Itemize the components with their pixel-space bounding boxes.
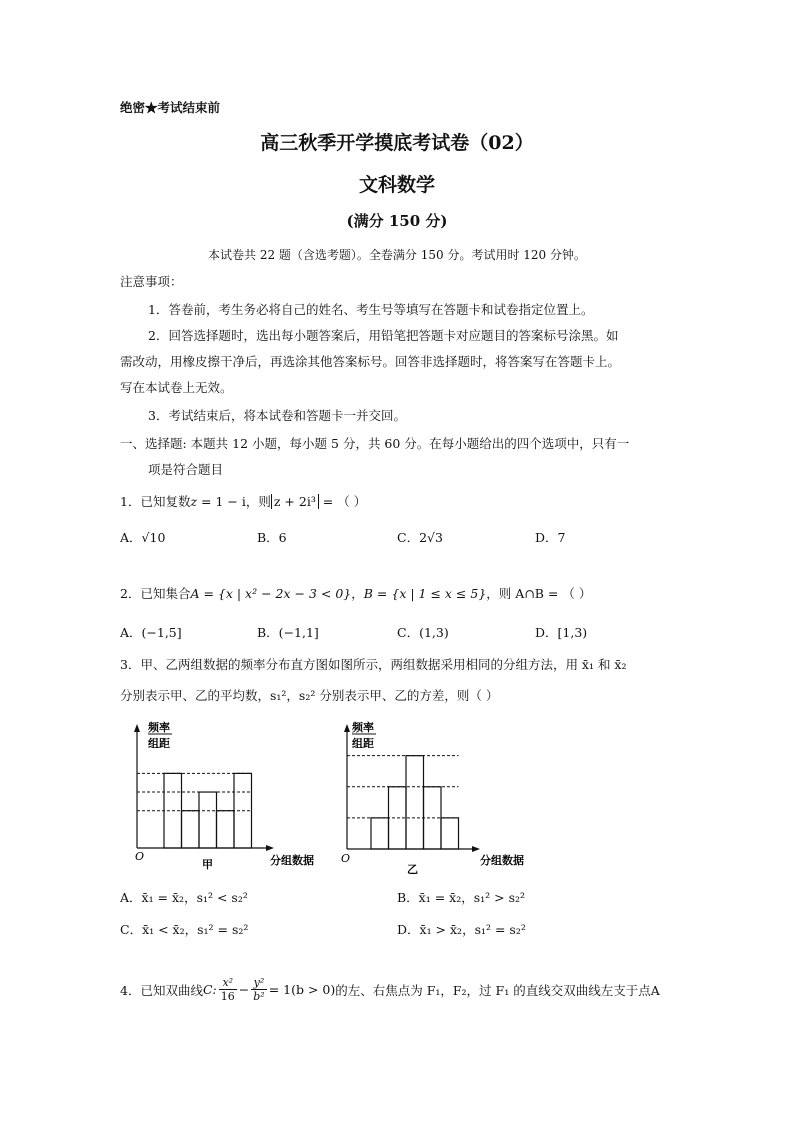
- hist-b-y-arrow: [344, 724, 350, 732]
- hist-a-bar-3: [199, 792, 217, 848]
- hist-b-x-arrow: [472, 846, 480, 852]
- q4-denominator-1: 16: [220, 990, 235, 1003]
- section-heading: 一、选择题: 本题共 12 小题，每小题 5 分，共 60 分。在每小题给出的四个选项中，只有一: [120, 436, 630, 451]
- q1-variable: z: [190, 494, 198, 509]
- hist-a-ylabel-bottom: 组距: [148, 737, 170, 750]
- hist-a-ylabel-top: 频率: [148, 721, 170, 734]
- hist-a-x-arrow: [266, 845, 274, 851]
- confidential-label: 绝密★考试结束前: [120, 100, 221, 115]
- q2-set-a: A = {x | x² − 2x − 3 < 0}: [190, 586, 352, 601]
- notes-heading: 注意事项：: [120, 274, 183, 289]
- q3-option-a: A．x̄₁ = x̄₂，s₁² < s₂²: [120, 890, 248, 905]
- score-note: (满分 150 分): [346, 212, 448, 230]
- q1-option-a: A．√10: [120, 530, 166, 545]
- section-heading-cont: 项是符合题目: [148, 462, 224, 477]
- hist-a-bar-4: [217, 811, 235, 848]
- q1-option-b: B．6: [257, 530, 287, 545]
- q3-option-d: D．x̄₁ > x̄₂，s₁² = s₂²: [397, 922, 526, 937]
- note-2-cont: 需改动，用橡皮擦干净后，再选涂其他答案标号。回答非选择题时，将答案写在答题卡上。: [120, 354, 621, 369]
- question-2: [120, 584, 591, 602]
- histogram-jia: [128, 716, 328, 876]
- hist-b-name: 乙: [407, 863, 418, 876]
- q4-suffix: 的左、右焦点为 F₁，F₂，过 F₁ 的直线交双曲线左支于点A: [335, 982, 660, 998]
- page-title: 高三秋季开学摸底考试卷（02）: [260, 132, 534, 154]
- hist-a-name: 甲: [202, 858, 213, 871]
- hist-b-bar-5: [441, 818, 459, 849]
- question-4: [120, 976, 660, 1003]
- q4-numerator-1: x²: [222, 976, 234, 989]
- q2-option-b: B．(−1,1]: [257, 625, 319, 640]
- q4-fraction-1: [219, 976, 237, 1003]
- hist-b-ylabel-top: 频率: [352, 721, 374, 734]
- hist-b-ylabel-bottom: 组距: [352, 737, 374, 750]
- note-3: 3．考试结束后，将本试卷和答题卡一并交回。: [148, 408, 406, 423]
- q2-option-c: C．(1,3): [397, 625, 449, 640]
- hist-a-y-arrow: [134, 724, 140, 732]
- q1-expr: = 1 − i: [197, 494, 246, 509]
- q4-numerator-2: y²: [253, 976, 265, 989]
- note-2: 2．回答选择题时，选出每小题答案后，用铅笔把答题卡对应题目的答案标号涂黑。如: [148, 328, 619, 343]
- subject-title: 文科数学: [358, 174, 435, 196]
- q4-prefix: 4．已知双曲线: [120, 982, 203, 998]
- note-2-end: 写在本试卷上无效。: [120, 380, 233, 395]
- q4-fraction-2: [251, 976, 266, 1003]
- note-1: 1．答卷前，考生务必将自己的姓名、考生号等填写在答题卡和试卷指定位置上。: [148, 302, 594, 317]
- q1-prefix: 1．已知复数: [120, 494, 191, 509]
- hist-a-origin: O: [135, 850, 145, 863]
- q1-option-d: D．7: [535, 530, 566, 545]
- question-3-cont: 分别表示甲、乙的平均数，s₁²，s₂² 分别表示甲、乙的方差，则（ ）: [120, 688, 499, 703]
- q4-condition: = 1(b > 0): [268, 982, 336, 997]
- q3-option-c: C．x̄₁ < x̄₂，s₁² = s₂²: [120, 922, 249, 937]
- question-3: 3．甲、乙两组数据的频率分布直方图如图所示，两组数据采用相同的分组方法，用 x̄₁ 和 x̄₂: [120, 657, 627, 672]
- q2-set-b: B = {x | 1 ≤ x ≤ 5}: [363, 586, 487, 601]
- hist-a-bar-2: [182, 811, 200, 848]
- q3-option-b: B．x̄₁ = x̄₂，s₁² > s₂²: [397, 890, 526, 905]
- q4-curve: C:: [202, 982, 217, 997]
- hist-b-origin: O: [341, 852, 351, 865]
- q4-denominator-2: b²: [253, 990, 265, 1003]
- q4-minus: −: [238, 982, 250, 997]
- q2-prefix: 2．已知集合: [120, 586, 191, 601]
- hist-b-xlabel: 分组数据: [480, 854, 524, 867]
- histogram-yi: [336, 716, 536, 876]
- q1-suffix: = （ ）: [318, 494, 367, 509]
- q2-option-d: D．[1,3): [535, 625, 588, 640]
- hist-a-xlabel: 分组数据: [270, 854, 314, 867]
- hist-b-bars: [371, 756, 459, 849]
- q1-option-c: C．2√3: [397, 530, 443, 545]
- hist-b-bar-1: [371, 818, 389, 849]
- q1-abs-expr: z + 2i³: [271, 494, 319, 509]
- q2-separator: ，: [351, 586, 364, 601]
- q1-mid: ，则: [245, 494, 271, 509]
- question-1: [120, 492, 366, 510]
- hist-b-bar-3: [406, 756, 424, 849]
- q2-option-a: A．(−1,5]: [120, 625, 182, 640]
- intro-text: 本试卷共 22 题（含选考题）。全卷满分 150 分。考试用时 120 分钟。: [208, 248, 586, 262]
- q2-suffix: ，则 A∩B = （ ）: [486, 586, 592, 601]
